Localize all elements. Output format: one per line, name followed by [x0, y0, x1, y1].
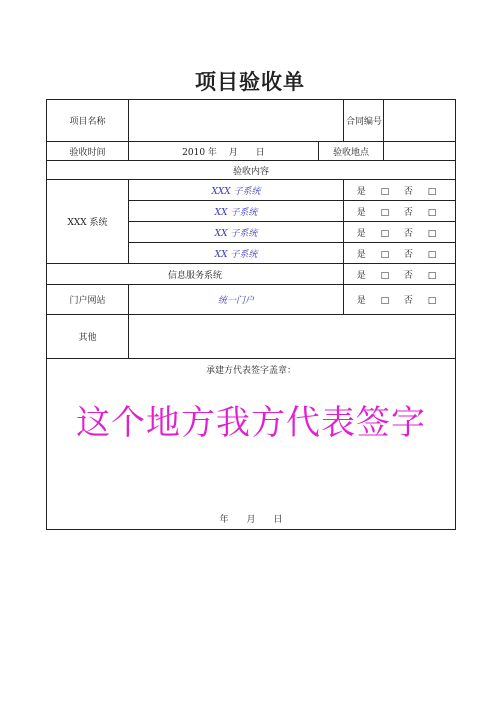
signature-date: 年 月 日 — [219, 515, 283, 525]
acceptance-form-table — [46, 99, 456, 530]
row-info-service — [47, 264, 456, 285]
subsystem-name: XX 子系统 — [129, 201, 344, 222]
place-field[interactable] — [384, 142, 456, 161]
subsystem-name: XX 子系统 — [129, 243, 344, 264]
other-field[interactable] — [129, 315, 456, 359]
row-other — [47, 315, 456, 359]
content-header: 验收内容 — [47, 161, 456, 180]
yes-no-checkbox[interactable]: 是 □ 否 □ — [344, 180, 456, 201]
row-date-place — [47, 142, 456, 161]
date-label: 验收时间 — [47, 142, 129, 161]
yes-no-checkbox[interactable]: 是 □ 否 □ — [344, 264, 456, 285]
project-name-label: 项目名称 — [47, 100, 129, 142]
subsystem-name: XX 子系统 — [129, 222, 344, 243]
contract-no-field[interactable] — [384, 100, 456, 142]
portal-value: 统一门户 — [129, 285, 344, 315]
yes-no-checkbox[interactable]: 是 □ 否 □ — [344, 243, 456, 264]
yes-no-checkbox[interactable]: 是 □ 否 □ — [344, 201, 456, 222]
other-label: 其他 — [47, 315, 129, 359]
document-title: 项目验收单 — [195, 70, 305, 94]
portal-label: 门户网站 — [47, 285, 129, 315]
yes-no-checkbox[interactable]: 是 □ 否 □ — [344, 222, 456, 243]
row-portal — [47, 285, 456, 315]
row-project-name — [47, 100, 456, 142]
date-value[interactable]: 2010 年 月 日 — [129, 142, 319, 161]
row-content-header — [47, 161, 456, 180]
contract-no-label: 合同编号 — [344, 100, 384, 142]
info-service-label: 信息服务系统 — [47, 264, 344, 285]
signature-label: 承建方代表签字盖章： — [205, 366, 296, 376]
signature-placeholder-text: 这个地方我方代表签字 — [76, 403, 426, 443]
project-name-field[interactable] — [129, 100, 344, 142]
xxx-system-label: XXX 系统 — [47, 180, 129, 264]
row-signature — [47, 359, 456, 530]
place-label: 验收地点 — [319, 142, 384, 161]
row-subsystem-1 — [47, 180, 456, 201]
signature-area[interactable] — [47, 359, 456, 530]
subsystem-name: XXX 子系统 — [129, 180, 344, 201]
yes-no-checkbox[interactable]: 是 □ 否 □ — [344, 285, 456, 315]
